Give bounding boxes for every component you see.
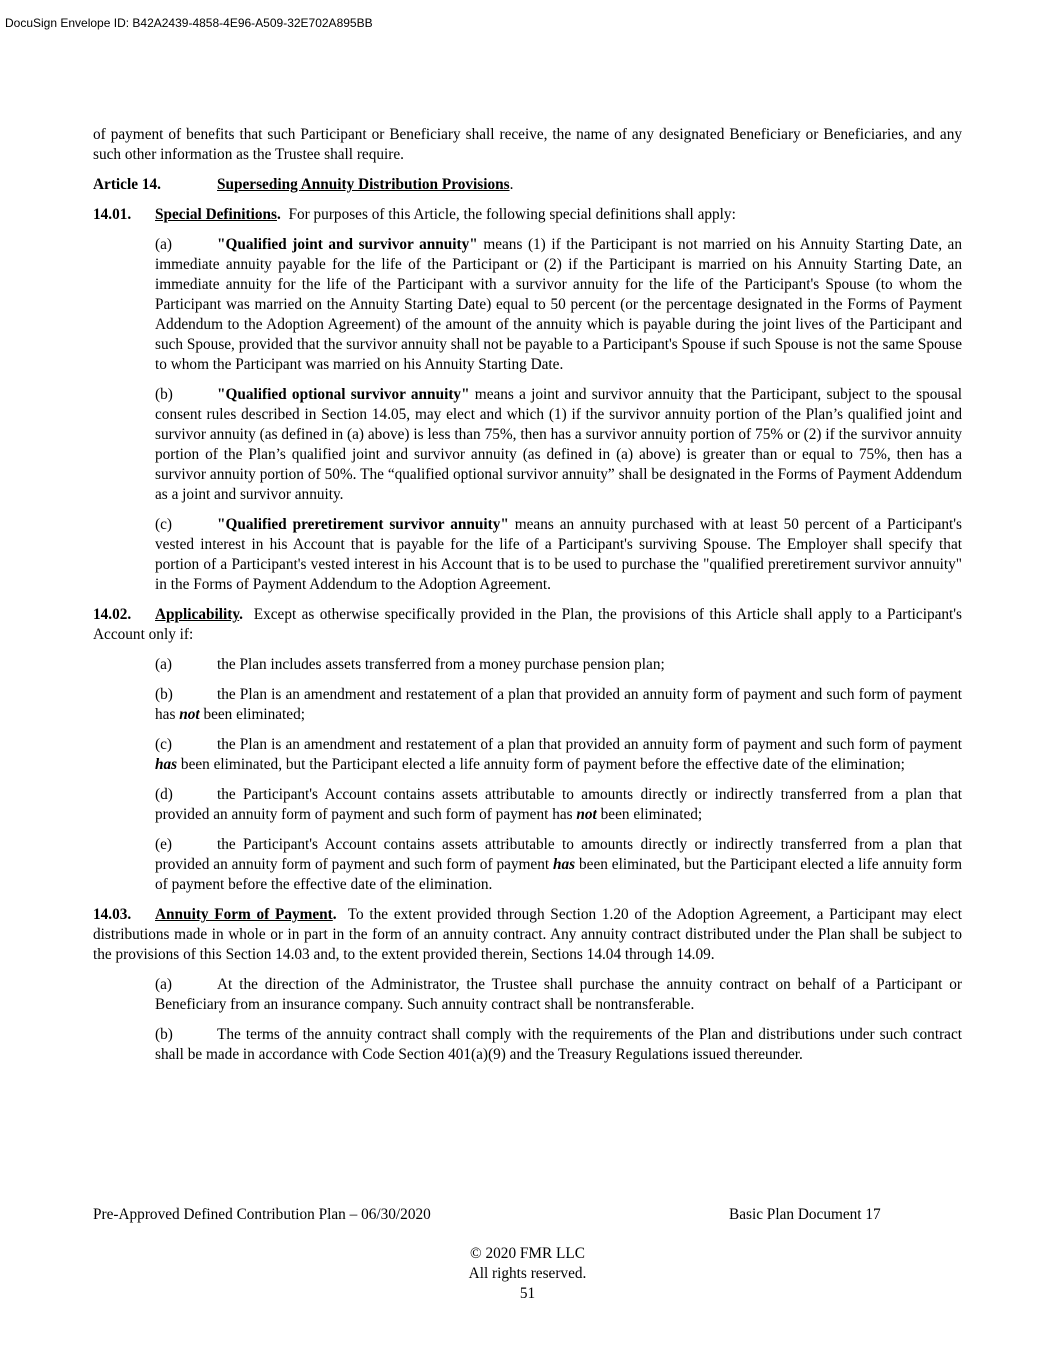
condition-text-end: been eliminated; [199,706,305,723]
definition-text: means (1) if the Participant is not married on his Annuity Starting Date, an immediate annuity payable for the life of the Participant or (2) if the Participant is married on his Annuity Starting Date, an immediate annuity for the life of the Participant with a survivor annuity for the life of the Participant's Spouse (to whom the Participant was married on the Annuity Starting Date) equal to 50 percent (or the percentage designated in the Forms of Payment Addendum to the Adoption Agreement) of the amount of the annuity which is payable during the joint lives of the Participant and such Spouse, provided that the survivor annuity shall not be payable to a Participant's Spouse if such Spouse is not the same Spouse to whom the Participant was married on his Annuity Starting Date. [155,236,963,373]
emphasis: not [576,806,597,823]
definition-c [155,515,962,595]
defined-term: "Qualified joint and survivor annuity" [217,236,478,253]
item-label: (d) [155,786,173,803]
item-label: (a) [155,236,172,253]
emphasis: has [553,856,576,873]
item-label: (b) [155,386,173,403]
provision-text: The terms of the annuity contract shall comply with the requirements of the Plan and distributions under such contract shall be made in accordance with Code Section 401(a)(9) and the Treasury Regulations issued thereunder. [155,1026,962,1063]
condition-text: the Participant's Account contains assets attributable to amounts directly or indirectly transferred from a plan that provided an annuity form of payment and such form of payment [155,836,962,873]
definition-text: means an annuity purchased with at least 50 percent of a Participant's vested interest in his Account that is payable for the life of a Participant's surviving Spouse. The Employer shall specify that portion of a Participant's vested interest in his Account that is to be used to purchase the "qualified preretirement survivor annuity" in the Forms of Payment Addendum to the Adoption Agreement. [155,516,962,593]
article-title: Superseding Annuity Distribution Provisions [217,176,510,193]
footer-document-name: Basic Plan Document 17 [729,1206,881,1223]
defined-term: "Qualified optional survivor annuity" [217,386,470,403]
section-title: Special Definitions [155,206,277,223]
provision-a [155,975,962,1015]
condition-text-end: been eliminated, but the Participant elected a life annuity form of payment before the effective date of the elimination. [155,856,962,893]
condition-text: the Plan is an amendment and restatement of a plan that provided an annuity form of payment and such form of payment [217,736,962,753]
page-number: 51 [519,1285,536,1302]
footer-plan-name: Pre-Approved Defined Contribution Plan – 06/30/2020 [93,1206,431,1223]
provision-b [155,1025,962,1065]
intro-paragraph: of payment of benefits that such Participant or Beneficiary shall receive, the name of any designated Beneficiary or Beneficiaries, and any such other information as the Trustee shall require. [93,126,962,163]
item-label: (e) [155,836,172,853]
item-label: (c) [155,736,172,753]
docusign-envelope-id: DocuSign Envelope ID: B42A2439-4858-4E96-A509-32E702A895BB [5,16,373,30]
article-heading [93,175,962,195]
article-number: Article 14. [93,176,161,193]
section-title: Annuity Form of Payment [155,906,333,923]
condition-d [155,785,962,825]
emphasis: not [179,706,200,723]
section-number: 14.02. [93,606,132,623]
condition-text: the Plan includes assets transferred from a money purchase pension plan; [217,656,665,673]
item-label: (c) [155,516,172,533]
item-label: (a) [155,976,172,993]
condition-c [155,735,962,775]
section-lead: For purposes of this Article, the following special definitions shall apply: [288,206,736,223]
condition-text-end: been eliminated, but the Participant elected a life annuity form of payment before the effective date of the elimination; [177,756,905,773]
definition-a [155,235,962,375]
item-label: (b) [155,686,173,703]
definition-b [155,385,962,505]
section-14-02: 14.02. Applicability. Except as otherwise specifically provided in the Plan, the provisions of this Article shall apply to a Participant's Account only if: [93,606,962,643]
condition-text: the Participant's Account contains assets attributable to amounts directly or indirectly transferred from a plan that provided an annuity form of payment and such form of payment has [155,786,962,823]
section-14-01: 14.01. Special Definitions. For purposes of this Article, the following special definitions shall apply: [93,206,736,223]
section-number: 14.01. [93,206,132,223]
section-lead: To the extent provided through Section 1.20 of the Adoption Agreement, a Participant may elect distributions made in whole or in part in the form of an annuity contract. Any annuity contract distributed under the Plan shall be subject to the provisions of this Section 14.03 and, to the extent provided therein, Sections 14.04 through 14.09. [93,906,963,963]
document-body [93,125,962,1075]
rights-text: All rights reserved. [468,1265,587,1282]
condition-e [155,835,962,895]
condition-text-end: been eliminated; [596,806,703,823]
section-14-03: 14.03. Annuity Form of Payment. To the extent provided through Section 1.20 of the Adoption Agreement, a Participant may elect distributions made in whole or in part in the form of an annuity contract. Any annuity contract distributed under the Plan shall be subject to the provisions of this Section 14.03 and, to the extent provided therein, Sections 14.04 through 14.09. [93,906,963,963]
copyright-text: © 2020 FMR LLC [470,1245,585,1262]
provision-text: At the direction of the Administrator, the Trustee shall purchase the annuity contract on behalf of a Participant or Beneficiary from an insurance company. Such annuity contract shall be nontransferable. [155,976,962,1013]
section-title: Applicability [155,606,240,623]
definition-text: means a joint and survivor annuity that the Participant, subject to the spousal consent rules described in Section 14.05, may elect and which (1) if the survivor annuity portion of the Plan’s qualified joint and survivor annuity (as defined in (a) above) is less than 75%, then has a survivor annuity portion of 75% or (2) if the survivor annuity portion of the Plan’s qualified joint and survivor annuity (as defined in (a) above) is greater than or equal to 75%, then has a survivor annuity portion of 50%. The “qualified optional survivor annuity” shall be designated in the Forms of Payment Addendum as a joint and survivor annuity. [155,386,963,503]
defined-term: "Qualified preretirement survivor annuity" [217,516,509,533]
copyright-block [0,1244,1055,1304]
condition-a [155,655,962,675]
condition-b [155,685,962,725]
condition-text: the Plan is an amendment and restatement of a plan that provided an annuity form of payment and such form of payment has [155,686,962,723]
article-title-period: . [509,176,514,193]
section-lead: Except as otherwise specifically provided in the Plan, the provisions of this Article shall apply to a Participant's Account only if: [93,606,962,643]
section-number: 14.03. [93,906,132,923]
item-label: (a) [155,656,172,673]
item-label: (b) [155,1026,173,1043]
emphasis: has [155,756,178,773]
